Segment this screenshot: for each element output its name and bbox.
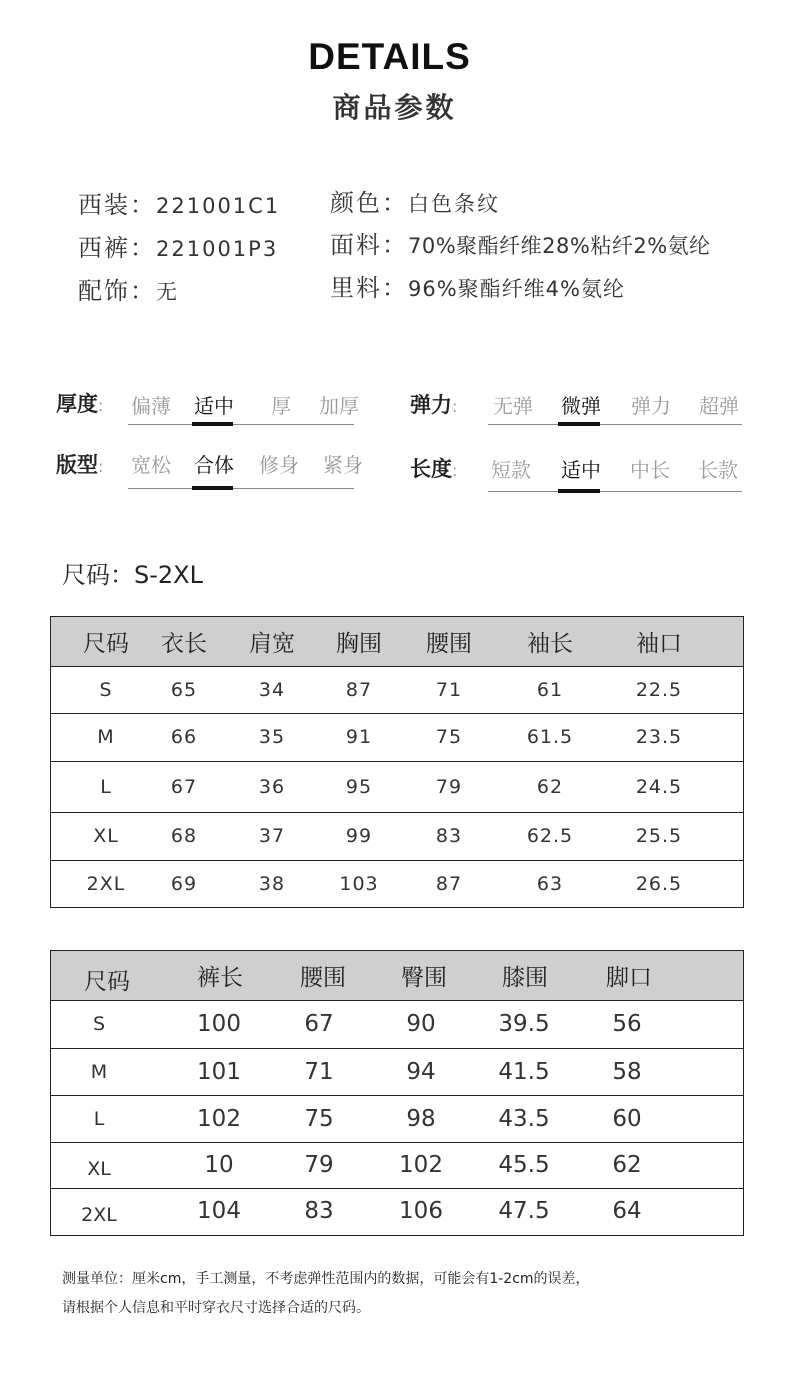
spec-lining-value: 96%聚酯纤维4%氨纶 (408, 277, 625, 301)
size-range-label: 尺码：S-2XL (62, 561, 203, 589)
attr-thickness-selected-marker (192, 422, 233, 426)
table-cell: 24.5 (635, 775, 683, 798)
spec-suit (78, 185, 280, 220)
spec-suit-value: 221001C1 (156, 194, 281, 218)
suit-size-table (50, 616, 744, 908)
attr-thickness-option-medium: 适中 (194, 394, 234, 418)
table-cell: 43.5 (498, 1105, 550, 1132)
table-cell: 37 (258, 825, 286, 847)
table-header-cell: 臀围 (401, 965, 447, 991)
attr-elasticity-colon: : (452, 397, 458, 416)
attr-elasticity-option-none: 无弹 (493, 394, 533, 418)
measurement-note-line-1: 测量单位：厘米cm，手工测量，不考虑弹性范围内的数据，可能会有1-2cm的误差， (62, 1271, 590, 1287)
spec-fabric-key: 面料： (330, 231, 408, 259)
attr-elasticity-selected-marker (558, 422, 600, 426)
table-cell: 75 (435, 726, 463, 748)
attr-fit-track (128, 488, 354, 489)
spec-accessory-value: 无 (156, 280, 179, 304)
table-cell: 101 (197, 1058, 241, 1085)
table-row (51, 1142, 743, 1189)
table-row (51, 761, 743, 813)
table-header-cell: 腰围 (300, 965, 346, 991)
spec-lining (330, 268, 625, 303)
table-cell: 60 (612, 1105, 642, 1132)
table-row (51, 1095, 743, 1143)
table-cell: 87 (345, 678, 373, 701)
table-cell: 91 (345, 726, 373, 748)
table-cell: 39.5 (498, 1011, 550, 1037)
table-cell: 98 (406, 1105, 436, 1132)
table-cell: 2XL (86, 872, 126, 895)
attr-length-selected-marker (558, 489, 600, 493)
table-cell: 99 (345, 825, 373, 847)
attr-thickness-option-extra-thick: 加厚 (319, 394, 359, 418)
table-cell: 66 (170, 726, 198, 748)
spec-fabric (330, 225, 711, 260)
table-cell: 87 (435, 872, 463, 895)
measurement-note-line-2: 请根据个人信息和平时穿衣尺寸选择合适的尺码。 (62, 1300, 370, 1316)
table-cell: 47.5 (498, 1198, 550, 1224)
table-cell: XL (93, 825, 119, 847)
table-cell: 102 (399, 1152, 443, 1178)
table-header-cell: 胸围 (336, 631, 382, 657)
table-row (51, 666, 743, 714)
table-cell: 90 (406, 1011, 436, 1037)
table-header-cell: 尺码 (84, 969, 130, 995)
table-header-cell: 肩宽 (249, 631, 295, 657)
attr-thickness-option-thin: 偏薄 (131, 394, 171, 418)
table-cell: M (97, 726, 115, 748)
table-row (51, 1048, 743, 1096)
page-title-english: DETAILS (308, 36, 471, 77)
spec-pants-value: 221001P3 (156, 237, 279, 261)
table-cell: 58 (612, 1058, 642, 1085)
table-cell: 102 (197, 1105, 241, 1132)
table-cell: 22.5 (635, 678, 683, 701)
table-cell: S (92, 1013, 106, 1035)
table-cell: 10 (204, 1152, 234, 1178)
attr-elasticity-option-super: 超弹 (699, 394, 739, 418)
table-cell: 104 (197, 1198, 241, 1224)
table-cell: 75 (304, 1105, 334, 1132)
attr-length-label (410, 453, 457, 483)
attr-fit-option-loose: 宽松 (131, 453, 171, 477)
spec-accessory-key: 配饰： (78, 277, 156, 305)
table-cell: 68 (170, 825, 198, 847)
table-cell: 35 (258, 726, 286, 748)
spec-lining-key: 里料： (330, 274, 408, 302)
table-cell: 67 (170, 775, 198, 798)
table-cell: 100 (197, 1011, 241, 1037)
table-cell: 61.5 (526, 726, 574, 748)
table-cell: 71 (304, 1058, 334, 1085)
spec-fabric-value: 70%聚酯纤维28%粘纤2%氨纶 (408, 234, 711, 258)
spec-suit-key: 西装： (78, 191, 156, 219)
table-cell: 67 (304, 1011, 334, 1037)
table-cell: 62.5 (526, 825, 574, 847)
attr-thickness-colon: : (98, 396, 104, 415)
table-cell: 26.5 (635, 872, 683, 895)
table-cell: S (99, 678, 113, 701)
spec-pants (78, 228, 278, 263)
table-header-cell: 袖长 (527, 631, 573, 657)
table-header-cell: 脚口 (606, 965, 652, 991)
attr-length-option-regular: 适中 (561, 458, 601, 482)
table-cell: 61 (536, 678, 564, 701)
table-cell: 65 (170, 678, 198, 701)
table-cell: 36 (258, 775, 286, 798)
table-cell: 45.5 (498, 1152, 550, 1178)
spec-accessory (78, 271, 179, 306)
attr-fit-colon: : (98, 457, 104, 476)
attr-elasticity-label (410, 389, 457, 419)
table-header-cell: 腰围 (426, 631, 472, 657)
table-row (51, 713, 743, 762)
table-cell: 94 (406, 1058, 436, 1085)
table-header-cell: 膝围 (502, 965, 548, 991)
attr-fit-option-tight: 紧身 (323, 453, 363, 477)
attr-fit-option-slim: 修身 (259, 453, 299, 477)
attr-elasticity-label-text: 弹力 (410, 393, 452, 417)
table-header-cell: 尺码 (83, 631, 129, 657)
spec-color-key: 颜色： (330, 189, 408, 217)
table-cell: 2XL (81, 1204, 117, 1226)
table-cell: 62 (536, 775, 564, 798)
table-cell: 79 (435, 775, 463, 798)
table-cell: 95 (345, 775, 373, 798)
attr-fit-label-text: 版型 (56, 453, 98, 477)
table-header-row (51, 617, 743, 667)
table-cell: 106 (399, 1198, 443, 1224)
attr-length-option-short: 短款 (491, 458, 531, 482)
table-cell: 34 (258, 678, 286, 701)
table-cell: 41.5 (498, 1058, 550, 1085)
attr-thickness-label (56, 388, 103, 418)
table-cell: 64 (612, 1198, 642, 1224)
attr-thickness-label-text: 厚度 (56, 392, 98, 416)
page-title-chinese: 商品参数 (332, 91, 457, 124)
spec-color-value: 白色条纹 (408, 192, 500, 216)
table-cell: 83 (435, 825, 463, 847)
table-header-row (51, 951, 743, 1001)
attr-elasticity-track (488, 424, 742, 425)
table-cell: 23.5 (635, 726, 683, 748)
table-cell: 56 (612, 1011, 642, 1037)
table-header-cell: 袖口 (636, 631, 682, 657)
table-row (51, 812, 743, 861)
table-cell: 25.5 (635, 825, 683, 847)
spec-pants-key: 西裤： (78, 234, 156, 262)
spec-color (330, 183, 500, 218)
table-header-cell: 裤长 (197, 965, 243, 991)
pants-size-table (50, 950, 744, 1236)
table-cell: 83 (304, 1198, 334, 1224)
table-cell: 38 (258, 872, 286, 895)
attr-thickness-track (128, 424, 354, 425)
attr-length-colon: : (452, 461, 458, 480)
attr-fit-option-regular: 合体 (194, 453, 234, 477)
attr-length-option-long: 长款 (698, 458, 738, 482)
table-cell: 62 (612, 1152, 642, 1178)
table-row (51, 1188, 743, 1234)
table-cell: 79 (304, 1152, 334, 1178)
table-header-cell: 衣长 (161, 631, 207, 657)
table-cell: 63 (536, 872, 564, 895)
attr-fit-selected-marker (192, 486, 233, 490)
table-cell: L (93, 1107, 105, 1130)
attr-length-label-text: 长度 (410, 457, 452, 481)
table-cell: 69 (170, 872, 198, 895)
table-row (51, 861, 743, 906)
table-cell: 103 (339, 872, 379, 895)
attr-length-track (488, 491, 742, 492)
attr-length-option-mid-long: 中长 (630, 458, 670, 482)
table-cell: 71 (435, 678, 463, 701)
table-row (51, 1000, 743, 1049)
attr-thickness-option-thick: 厚 (271, 394, 291, 418)
table-cell: XL (87, 1158, 111, 1180)
table-cell: M (90, 1060, 108, 1083)
attr-elasticity-option-slight: 微弹 (561, 394, 601, 418)
attr-fit-label (56, 449, 103, 479)
attr-elasticity-option-elastic: 弹力 (631, 394, 671, 418)
table-cell: L (100, 775, 112, 798)
